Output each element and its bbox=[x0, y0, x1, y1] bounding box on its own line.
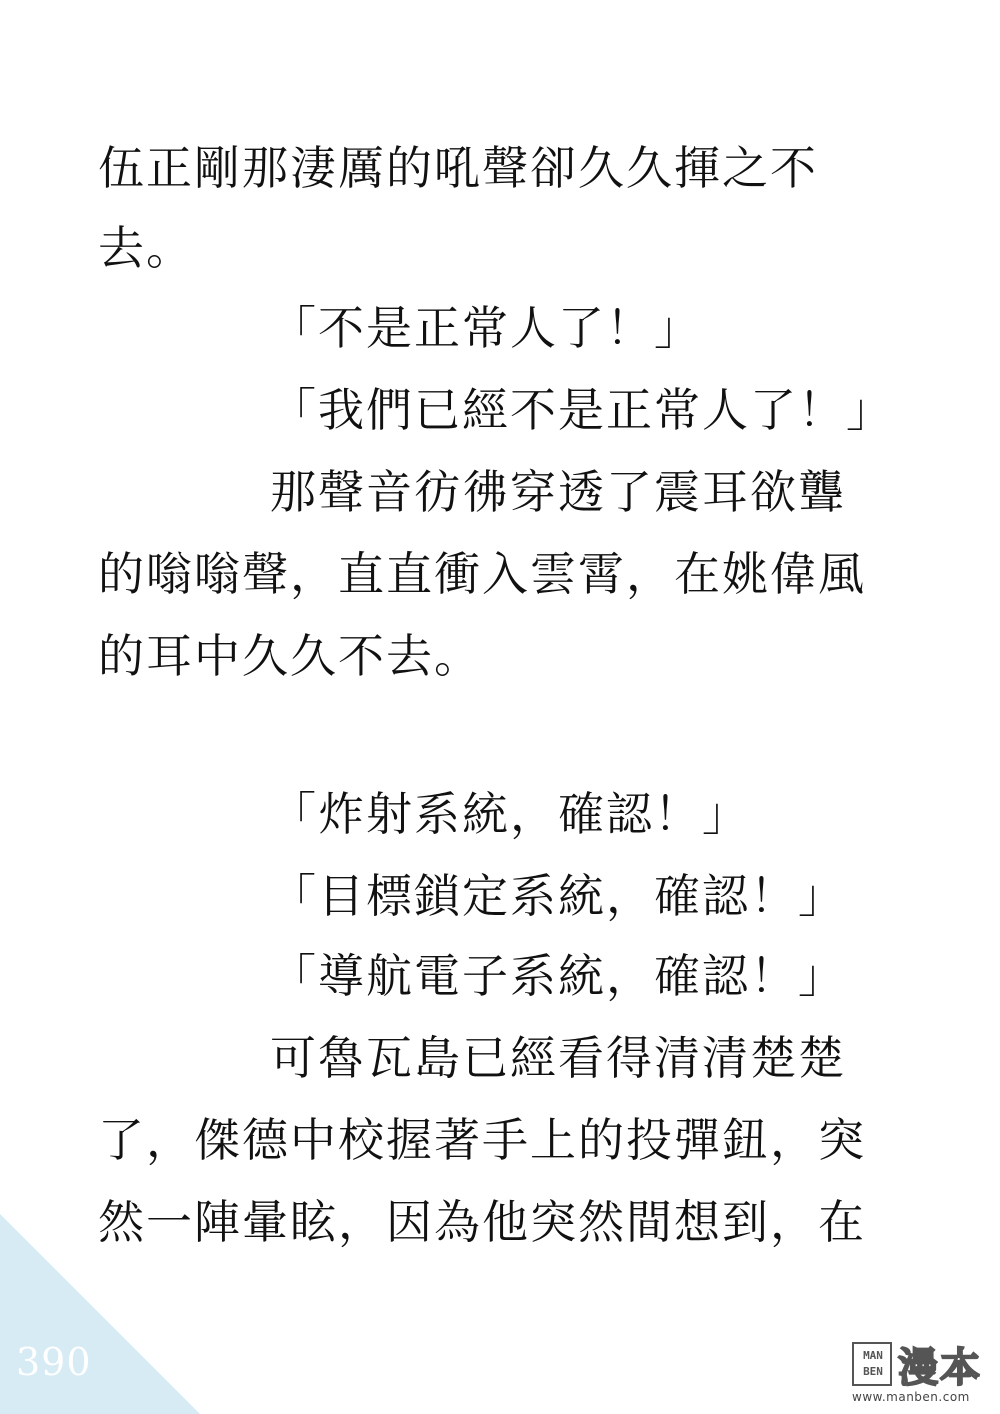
dialogue-line-3: 「炸射系統，確認！」 bbox=[270, 787, 750, 841]
manben-logo bbox=[852, 1340, 992, 1406]
text-line-8: 然一陣暈眩，因為他突然間想到，在 bbox=[98, 1195, 866, 1249]
text-line-1: 伍正剛那淒厲的吼聲卻久久揮之不 bbox=[98, 141, 818, 195]
page-number: 390 bbox=[16, 1340, 92, 1384]
text-line-2: 去。 bbox=[98, 221, 194, 275]
text-line-4: 的嗡嗡聲，直直衝入雲霄，在姚偉風 bbox=[98, 547, 866, 601]
logo-url: www.manben.com bbox=[852, 1390, 970, 1404]
text-line-3: 那聲音彷彿穿透了震耳欲聾 bbox=[270, 465, 846, 519]
dialogue-line-5: 「導航電子系統，確認！」 bbox=[270, 949, 846, 1003]
corner-triangle-decoration bbox=[0, 1214, 200, 1414]
logo-box-text: MAN BEN bbox=[863, 1349, 883, 1378]
dialogue-line-2: 「我們已經不是正常人了！」 bbox=[270, 383, 894, 437]
logo-box-icon bbox=[852, 1342, 892, 1386]
text-line-7: 了，傑德中校握著手上的投彈鈕，突 bbox=[98, 1113, 866, 1167]
text-line-6: 可魯瓦島已經看得清清楚楚 bbox=[270, 1031, 846, 1085]
dialogue-line-4: 「目標鎖定系統，確認！」 bbox=[270, 869, 846, 923]
text-line-5: 的耳中久久不去。 bbox=[98, 629, 482, 683]
logo-main-text: 漫本 bbox=[898, 1345, 982, 1391]
dialogue-line-1: 「不是正常人了！」 bbox=[270, 301, 702, 355]
